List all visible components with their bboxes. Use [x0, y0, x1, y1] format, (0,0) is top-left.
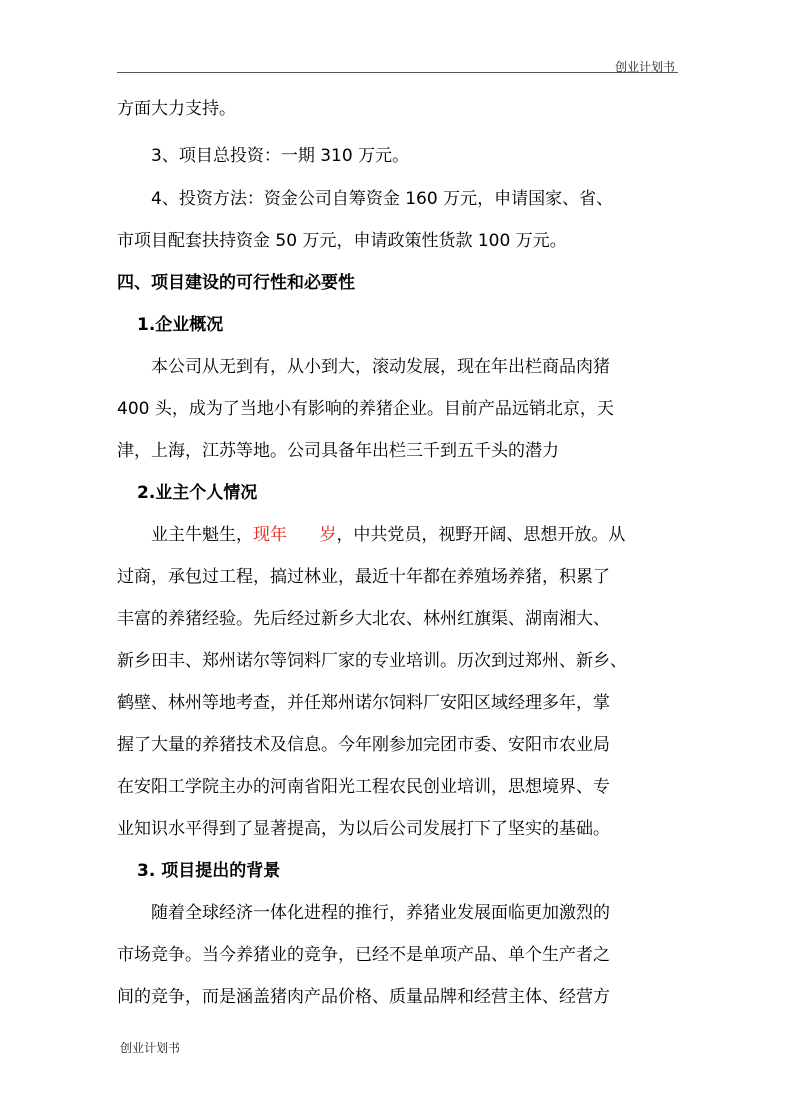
paragraph-line: 4、投资方法：资金公司自筹资金 160 万元，申请国家、省、 [151, 189, 614, 209]
paragraph-line: 在安阳工学院主办的河南省阳光工程农民创业培训，思想境界、专 [117, 777, 610, 797]
paragraph-line: 3、项目总投资：一期 310 万元。 [151, 146, 410, 166]
paragraph-line [151, 525, 625, 545]
paragraph-line: 随着全球经济一体化进程的推行，养猪业发展面临更加激烈的 [151, 903, 610, 923]
text-segment: 业主牛魁生， [151, 525, 253, 545]
section-heading: 四、项目建设的可行性和必要性 [117, 273, 355, 293]
header-divider [117, 72, 678, 73]
paragraph-line: 过商，承包过工程，搞过林业，最近十年都在养殖场养猪，积累了 [117, 567, 610, 587]
paragraph-line: 握了大量的养猪技术及信息。今年刚参加完团市委、安阳市农业局 [117, 735, 610, 755]
header-title: 创业计划书 [614, 60, 675, 74]
subsection-heading: 1.企业概况 [137, 315, 224, 335]
paragraph-line: 市项目配套扶持资金 50 万元，申请政策性货款 100 万元。 [117, 231, 567, 251]
paragraph-line: 业知识水平得到了显著提高，为以后公司发展打下了坚实的基础。 [117, 819, 610, 839]
highlighted-age-placeholder: 现年 岁 [253, 525, 337, 545]
subsection-heading: 2.业主个人情况 [137, 483, 258, 503]
paragraph-line: 丰富的养猪经验。先后经过新乡大北农、林州红旗渠、湖南湘大、 [117, 609, 610, 629]
subsection-heading: 3. 项目提出的背景 [137, 861, 281, 881]
paragraph-line: 新乡田丰、郑州诺尔等饲料厂家的专业培训。历次到过郑州、新乡、 [117, 651, 627, 671]
paragraph-line: 方面大力支持。 [117, 99, 236, 119]
paragraph-line: 间的竞争，而是涵盖猪肉产品价格、质量品牌和经营主体、经营方 [117, 987, 610, 1007]
paragraph-line: 津，上海，江苏等地。公司具备年出栏三千到五千头的潜力 [117, 441, 559, 461]
paragraph-line: 鹤壁、林州等地考查，并任郑州诺尔饲料厂安阳区域经理多年，掌 [117, 693, 610, 713]
paragraph-line: 市场竞争。当今养猪业的竞争，已经不是单项产品、单个生产者之 [117, 945, 610, 965]
footer-title: 创业计划书 [120, 1041, 181, 1055]
paragraph-line: 本公司从无到有，从小到大，滚动发展，现在年出栏商品肉猪 [151, 357, 610, 377]
text-segment: ，中共党员，视野开阔、思想开放。从 [336, 525, 626, 545]
paragraph-line: 400 头，成为了当地小有影响的养猪企业。目前产品远销北京，天 [117, 399, 614, 419]
